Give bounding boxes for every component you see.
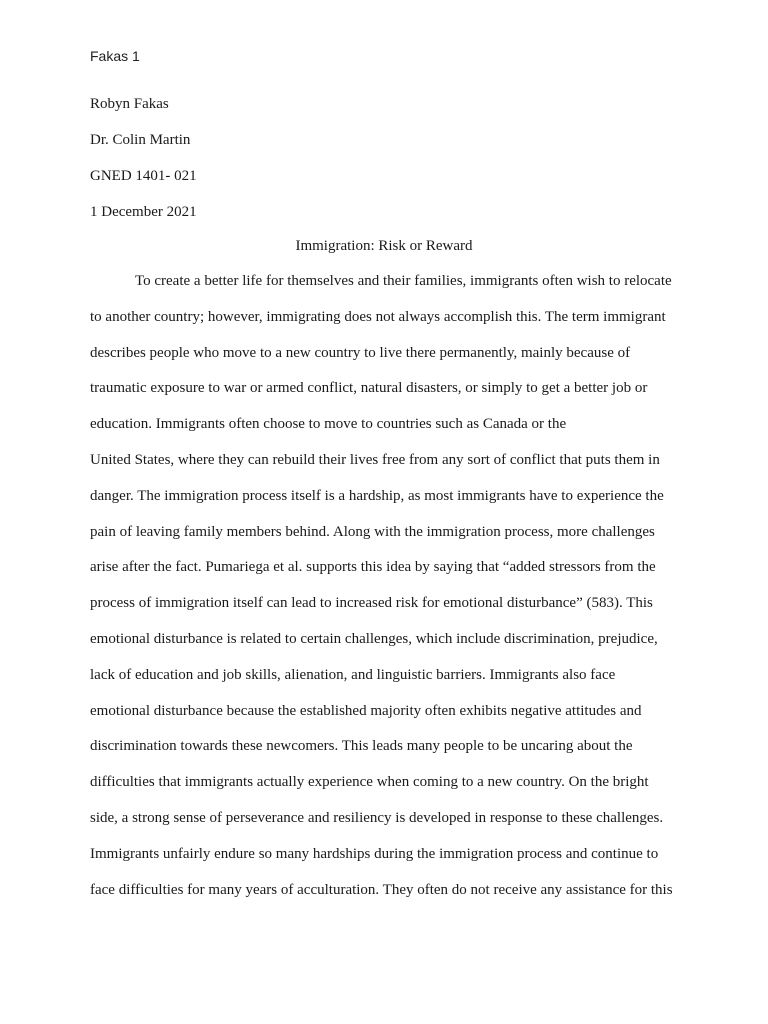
body-line: lack of education and job skills, alienation, and linguistic barriers. Immigrants also face xyxy=(90,666,616,683)
mla-header xyxy=(90,92,197,236)
body-line: face difficulties for many years of acculturation. They often do not receive any assistance for this xyxy=(90,881,673,898)
instructor-name: Dr. Colin Martin xyxy=(90,132,191,148)
body-line: Immigrants unfairly endure so many hardships during the immigration process and continue to xyxy=(90,845,659,862)
body-line: emotional disturbance because the established majority often exhibits negative attitudes and xyxy=(90,702,642,719)
body-line: pain of leaving family members behind. Along with the immigration process, more challenges xyxy=(90,523,655,540)
body-line: danger. The immigration process itself is a hardship, as most immigrants have to experience the xyxy=(90,487,664,504)
body-line: to another country; however, immigrating does not always accomplish this. The term immigrant xyxy=(90,308,666,325)
body-line: difficulties that immigrants actually experience when coming to a new country. On the bright xyxy=(90,774,649,791)
body-line: discrimination towards these newcomers. This leads many people to be uncaring about the xyxy=(90,738,633,755)
essay-body xyxy=(90,268,690,912)
body-line: describes people who move to a new country to live there permanently, mainly because of xyxy=(90,344,631,361)
body-line: education. Immigrants often choose to move to countries such as Canada or the xyxy=(90,416,567,433)
body-line: process of immigration itself can lead to increased risk for emotional disturbance” (583). This xyxy=(90,595,653,612)
body-line: traumatic exposure to war or armed conflict, natural disasters, or simply to get a better job or xyxy=(90,380,648,397)
author-name: Robyn Fakas xyxy=(90,96,169,112)
body-line: United States, where they can rebuild their lives free from any sort of conflict that puts them in xyxy=(90,451,660,468)
body-line: To create a better life for themselves and their families, immigrants often wish to relocate xyxy=(135,273,672,289)
course-code: GNED 1401- 021 xyxy=(90,168,197,184)
body-line: emotional disturbance is related to certain challenges, which include discrimination, prejudice, xyxy=(90,630,658,647)
body-line: arise after the fact. Pumariega et al. supports this idea by saying that “added stressors from the xyxy=(90,559,656,576)
running-head: Fakas 1 xyxy=(90,48,140,64)
body-line: side, a strong sense of perseverance and resiliency is developed in response to these challenges. xyxy=(90,809,664,826)
essay-date: 1 December 2021 xyxy=(90,204,197,220)
essay-title: Immigration: Risk or Reward xyxy=(295,238,473,254)
